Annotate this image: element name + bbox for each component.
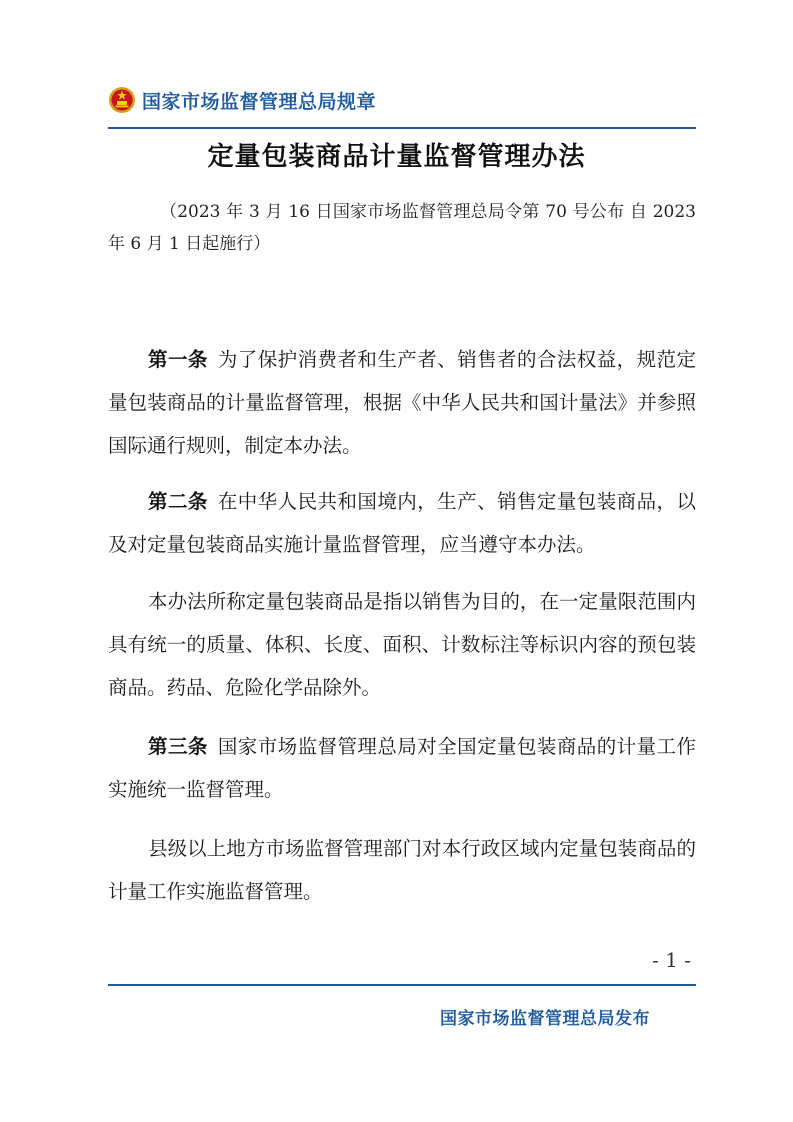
header-divider bbox=[108, 127, 696, 129]
page-header bbox=[108, 86, 376, 114]
article-label: 第三条 bbox=[148, 735, 208, 758]
issue-note: （2023 年 3 月 16 日国家市场监督管理总局令第 70 号公布 自 2023 年 6 月 1 日起施行） bbox=[108, 202, 696, 254]
document-title: 定量包装商品计量监督管理办法 bbox=[207, 142, 586, 172]
footer-divider bbox=[108, 984, 696, 986]
article-text: 县级以上地方市场监督管理部门对本行政区域内定量包装商品的计量工作实施监督管理。 bbox=[108, 837, 696, 903]
article-text: 国家市场监督管理总局对全国定量包装商品的计量工作实施统一监督管理。 bbox=[108, 735, 696, 801]
article-label: 第二条 bbox=[148, 490, 208, 513]
article-3-paragraph-2 bbox=[108, 827, 696, 913]
header-title: 国家市场监督管理总局规章 bbox=[142, 90, 377, 113]
article-label: 第一条 bbox=[148, 348, 208, 371]
article-1 bbox=[108, 338, 696, 467]
article-3 bbox=[108, 725, 696, 811]
page-number: - 1 - bbox=[652, 948, 691, 972]
article-text: 为了保护消费者和生产者、销售者的合法权益，规范定量包装商品的计量监督管理，根据《中华人民共和国计量法》并参照国际通行规则，制定本办法。 bbox=[108, 348, 696, 457]
national-emblem-icon bbox=[108, 86, 136, 114]
article-text: 本办法所称定量包装商品是指以销售为目的，在一定量限范围内具有统一的质量、体积、长度、面积、计数标注等标识内容的预包装商品。药品、危险化学品除外。 bbox=[108, 590, 696, 699]
article-text: 在中华人民共和国境内，生产、销售定量包装商品，以及对定量包装商品实施计量监督管理，应当遵守本办法。 bbox=[108, 490, 696, 556]
article-2 bbox=[108, 480, 696, 566]
footer-publisher: 国家市场监督管理总局发布 bbox=[440, 1009, 650, 1029]
article-2-paragraph-2 bbox=[108, 580, 696, 709]
